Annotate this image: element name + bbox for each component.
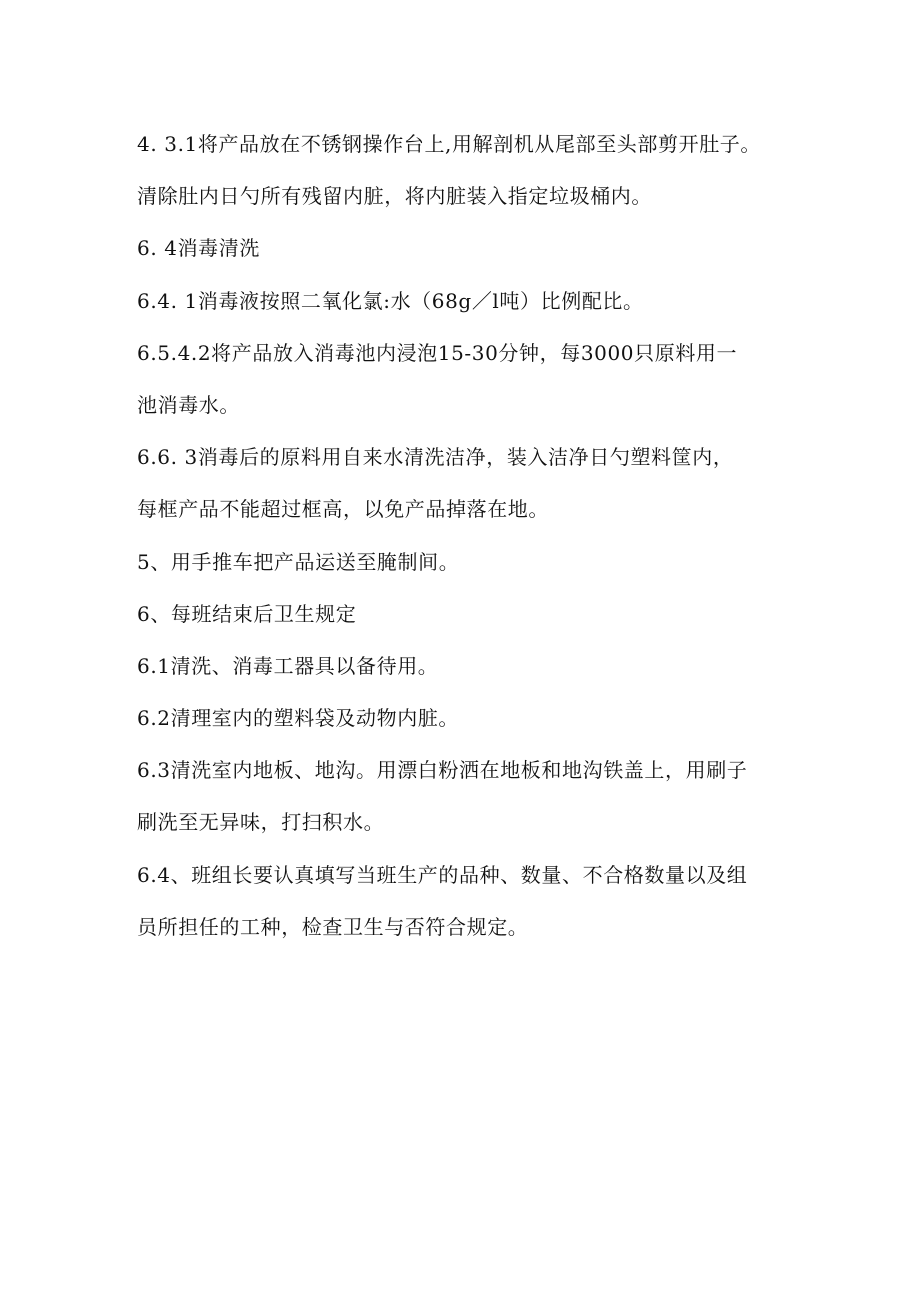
text-line: 清除肚内日勺所有残留内脏，将内脏装入指定垃圾桶内。: [137, 184, 652, 209]
text-line: 员所担任的工种，检查卫生与否符合规定。: [137, 914, 529, 939]
text-line: 6.4. 1消毒液按照二氧化氯:水（68g／l吨）比例配比。: [137, 288, 644, 313]
section-heading: 6. 4消毒清洗: [137, 236, 260, 261]
text-line: 6.4、班组长要认真填写当班生产的品种、数量、不合格数量以及组: [137, 862, 748, 887]
text-line: 6.6. 3消毒后的原料用自来水清洗洁净，装入洁净日勺塑料筐内，: [137, 445, 734, 470]
text-line: 每框产品不能超过框高，以免产品掉落在地。: [137, 497, 549, 522]
text-line: 4. 3.1将产品放在不锈钢操作台上,用解剖机从尾部至头部剪开肚子。: [137, 132, 762, 156]
text-line: 6.2清理室内的塑料袋及动物内脏。: [137, 706, 460, 731]
document-body: [137, 118, 827, 953]
text-line: 5、用手推车把产品运送至腌制间。: [137, 549, 460, 574]
text-line: 池消毒水。: [137, 392, 240, 417]
text-line: 6.1清洗、消毒工器具以备待用。: [137, 653, 439, 678]
text-line: 刷洗至无异味，打扫积水。: [137, 810, 385, 835]
text-line: 6.3清洗室内地板、地沟。用漂白粉洒在地板和地沟铁盖上，用刷子: [137, 758, 748, 783]
section-heading: 6、每班结束后卫生规定: [137, 601, 357, 626]
text-line: 6.5.4.2将产品放入消毒池内浸泡15-30分钟，每3000只原料用一: [137, 340, 738, 365]
